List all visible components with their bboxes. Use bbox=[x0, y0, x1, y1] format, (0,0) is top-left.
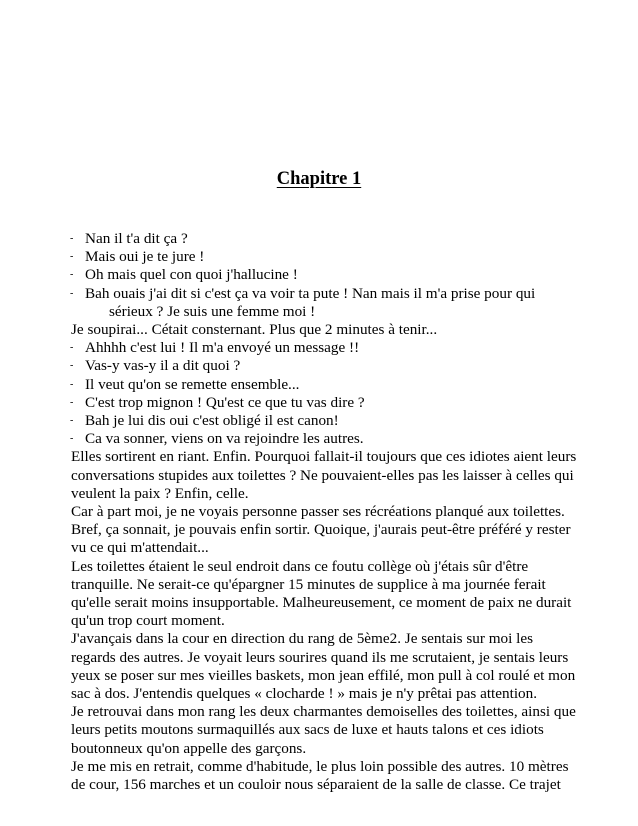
dialogue-line: - C'est trop mignon ! Qu'est ce que tu vas dire ? bbox=[70, 393, 365, 411]
dialogue-line: - Ahhhh c'est lui ! Il m'a envoyé un message !! bbox=[70, 339, 360, 357]
text-line: qu'un trop court moment. bbox=[71, 612, 225, 630]
dialogue-line: - Ca va sonner, viens on va rejoindre les autres. bbox=[70, 430, 364, 448]
paragraph bbox=[71, 557, 572, 631]
dialogue-dash: - bbox=[70, 433, 74, 445]
chapter-body bbox=[70, 230, 577, 794]
text-line: conversations stupides aux toilettes ? Ne pouvaient-elles pas les laisser à celles qui bbox=[71, 466, 574, 484]
dialogue-line: - Nan il t'a dit ça ? bbox=[70, 230, 188, 247]
paragraph bbox=[71, 703, 576, 758]
paragraph bbox=[71, 757, 569, 794]
text-line: de cour, 156 marches et un couloir nous séparaient de la salle de classe. Ce trajet bbox=[71, 776, 561, 794]
text-line: vu ce qui m'attendait... bbox=[71, 539, 209, 557]
text-line: qu'elle serait moins insupportable. Malheureusement, ce moment de paix ne durait bbox=[71, 594, 572, 612]
text-line: leurs petits moutons surmaquillés aux sacs de luxe et hauts talons et ces idiots bbox=[71, 721, 544, 739]
paragraph bbox=[71, 448, 577, 503]
paragraph bbox=[71, 503, 571, 558]
dialogue-dash: - bbox=[70, 415, 74, 427]
dialogue-dash: - bbox=[70, 342, 74, 354]
text-line: Car à part moi, je ne voyais personne passer ses récréations planqué aux toilettes. bbox=[71, 503, 565, 521]
dialogue-line: - Oh mais quel con quoi j'hallucine ! bbox=[70, 266, 298, 284]
dialogue-dash: - bbox=[70, 269, 74, 281]
text-line: J'avançais dans la cour en direction du rang de 5ème2. Je sentais sur moi les bbox=[71, 630, 534, 648]
dialogue-dash: - bbox=[70, 287, 74, 299]
text-line: Je retrouvai dans mon rang les deux charmantes demoiselles des toilettes, ainsi que bbox=[71, 703, 576, 721]
text-line: tranquille. Ne serait-ce qu'épargner 15 minutes de supplice à ma journée ferait bbox=[71, 575, 546, 593]
text-line: Bref, ça sonnait, je pouvais enfin sortir. Quoique, j'aurais peut-être préféré y rester bbox=[71, 521, 571, 539]
text-line: yeux se poser sur mes vieilles baskets, mon jean effilé, mon pull à col roulé et mon bbox=[71, 666, 576, 684]
text-line: veulent la paix ? Enfin, celle. bbox=[71, 484, 249, 502]
dialogue-line: - Il veut qu'on se remette ensemble... bbox=[70, 375, 300, 393]
dialogue-dash: - bbox=[70, 396, 74, 408]
text-line: sac à dos. J'entendis quelques « clocharde ! » mais je n'y prêtai pas attention. bbox=[71, 685, 538, 703]
text-line: Les toilettes étaient le seul endroit dans ce foutu collège où j'étais sûr d'être bbox=[71, 557, 529, 575]
dialogue-dash: - bbox=[70, 233, 74, 244]
text-line: boutonneux qu'on appelle des garçons. bbox=[71, 739, 307, 757]
text-line: Je me mis en retrait, comme d'habitude, le plus loin possible des autres. 10 mètres bbox=[71, 757, 569, 775]
dialogue-line: - Bah ouais j'ai dit si c'est ça va voir ta pute ! Nan mais il m'a prise pour qui sérieux ? Je suis une femme moi ! bbox=[70, 284, 536, 320]
dialogue-line: - Mais oui je te jure ! bbox=[70, 248, 205, 266]
dialogue-line: - Bah je lui dis oui c'est obligé il est canon! bbox=[70, 412, 339, 430]
narration-line: Je soupirai... Cétait consternant. Plus que 2 minutes à tenir... bbox=[71, 321, 438, 339]
text-line: regards des autres. Je voyait leurs sourires quand ils me scrutaient, je sentais leurs bbox=[71, 648, 569, 666]
dialogue-line: - Vas-y vas-y il a dit quoi ? bbox=[70, 357, 241, 375]
text-line: Elles sortirent en riant. Enfin. Pourquoi fallait-il toujours que ces idiotes aient leurs bbox=[71, 448, 577, 466]
dialogue-dash: - bbox=[70, 360, 74, 372]
chapter-title: Chapitre 1 bbox=[276, 169, 362, 189]
paragraph bbox=[71, 630, 576, 703]
dialogue-dash: - bbox=[70, 251, 74, 263]
dialogue-dash: - bbox=[70, 378, 74, 390]
